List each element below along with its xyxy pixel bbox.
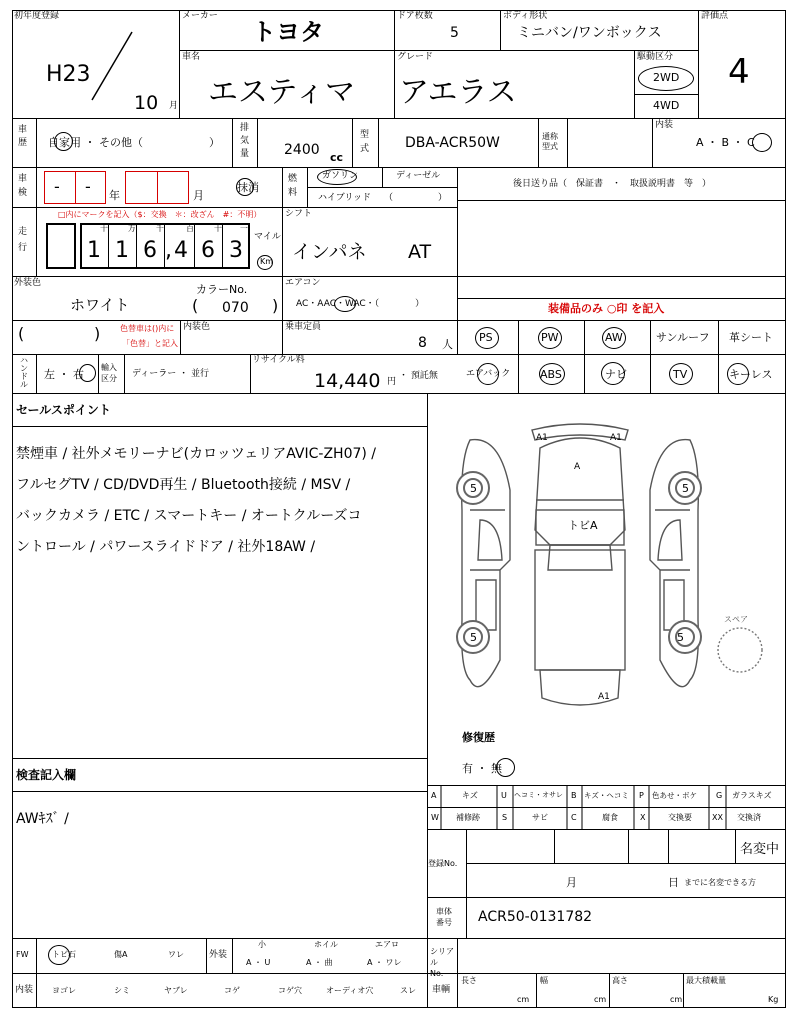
fuel-hybrid: ハイブリッド	[318, 193, 372, 203]
mileage-label: 走 行	[18, 227, 28, 253]
ware-label: ワレ	[168, 950, 184, 959]
tobi-label: トビ石	[52, 950, 76, 959]
car-name-value: エスティマ	[208, 75, 355, 110]
import-value: ディーラー ・ 並行	[132, 369, 210, 379]
shift-label: シフト	[285, 209, 313, 219]
displacement-label: 排 気 量	[240, 123, 250, 159]
gasoline-circle	[317, 169, 357, 185]
later-docs-label: 後日送り品（ 保証書 ・ 取扱説明書 等 ）	[513, 179, 712, 189]
color-no-value: 070	[222, 300, 249, 316]
legend-code-b: B	[571, 791, 577, 800]
unit-man: 万	[128, 224, 136, 233]
kizu-label: 傷A	[114, 950, 128, 959]
repair-label: 修復歴	[462, 731, 495, 744]
car-damage-diagram	[440, 400, 780, 720]
navi-circle	[601, 362, 625, 385]
wheel-label: ホイル	[314, 940, 338, 949]
length-unit: cm	[517, 995, 530, 1004]
score-value: 4	[728, 52, 750, 92]
reg-no-label: 登録No.	[428, 859, 458, 868]
equip-ps[interactable]: PS	[479, 331, 493, 344]
equip-airbag[interactable]: エアバック	[466, 369, 511, 379]
tv-circle	[669, 363, 693, 385]
tire-fr: 5	[682, 482, 689, 495]
mark-a1-left: A1	[536, 433, 548, 443]
registration-year: H23	[46, 62, 91, 87]
displacement-value: 2400	[284, 142, 320, 158]
color-change-note-2: 「色替」と記入	[122, 339, 178, 348]
naiso-yogore: ヨゴレ	[52, 986, 76, 995]
mileage-mile: マイル	[254, 232, 281, 242]
inspection-dash-1: -	[54, 177, 60, 196]
tobi-circle	[48, 945, 70, 965]
repair-value: 有 ・ 無	[462, 762, 502, 775]
reg-day: 日	[668, 876, 679, 889]
grade-value: アエラス	[399, 75, 517, 110]
legend-label-b: キズ・ヘコミ	[584, 791, 629, 800]
digit-6: 3	[229, 238, 243, 263]
digit-5: 6	[201, 238, 215, 263]
legend-label-w: 補修跡	[456, 813, 480, 822]
interior-value: A ・ B ・ C	[696, 136, 755, 149]
mark-roof: トビA	[568, 519, 598, 532]
paren-left: (	[18, 324, 25, 343]
unit-juu: 十	[214, 224, 222, 233]
registration-month-unit: 月	[169, 101, 179, 111]
interior-label: 内装	[655, 120, 674, 130]
width-unit: cm	[594, 995, 607, 1004]
model-label: 型 式	[360, 130, 370, 154]
naiso-shimi: シミ	[114, 986, 130, 995]
naiso-label: 内装	[15, 985, 34, 995]
doors-value: 5	[450, 25, 459, 41]
equip-sunroof[interactable]: サンルーフ	[656, 331, 710, 344]
legend-label-p: 色あせ・ボケ	[652, 791, 697, 800]
drive-2wd: 2WD	[653, 71, 680, 84]
handle-label: ハ ン ド ル	[20, 356, 28, 389]
capacity-value: 8	[418, 335, 427, 351]
mileage-note: □内にマークを記入（$：交換 ＊：改ざん #：不明）	[58, 210, 262, 219]
color-no-paren-r: )	[272, 296, 279, 315]
legend-code-s: S	[502, 813, 508, 822]
drive-label: 駆動区分	[637, 52, 674, 62]
chassis-value: ACR50-0131782	[478, 909, 593, 925]
mileage-comma: ,	[165, 238, 172, 263]
equipment-label: 装備品のみ ○印 を記入	[548, 302, 665, 315]
aircon-value: AC・AAC・WAC・（ ）	[296, 299, 425, 309]
unit-sen: 千	[156, 224, 164, 233]
shift-value: インパネ	[292, 241, 367, 263]
exterior-color-label: 外装色	[14, 278, 42, 288]
legend-label-u: ヘコミ・オサレ	[514, 791, 563, 799]
legend-label-x: 交換要	[668, 813, 692, 822]
unit-10man: 十	[100, 224, 108, 233]
equip-abs[interactable]: ABS	[540, 368, 562, 381]
recycle-deposit: ・ 預託無	[399, 371, 438, 381]
expired-circle	[236, 178, 254, 196]
inspection-dash-2: -	[85, 177, 91, 196]
tire-rr: 5	[677, 631, 684, 644]
digit-3: 6	[143, 238, 157, 263]
sales-line-4: ントロール / パワースライドドア / 社外18AW /	[16, 539, 316, 555]
legend-label-a: キズ	[462, 791, 478, 800]
legend-code-g: G	[716, 791, 723, 800]
mark-a-hood: A	[574, 462, 581, 472]
legend-label-s: サビ	[532, 813, 548, 822]
legend-code-xx: XX	[712, 813, 723, 822]
inspection-year-unit: 年	[109, 189, 120, 202]
fuel-label: 燃 料	[288, 174, 298, 198]
width-label: 幅	[540, 976, 548, 985]
km-circle	[257, 255, 273, 270]
inspection-expired: 抹消	[237, 181, 259, 194]
unit-ichi: 一	[240, 224, 248, 233]
paren-right: )	[94, 324, 101, 343]
repair-circle	[496, 758, 515, 777]
digit-2: 1	[115, 238, 129, 263]
mark-a1-rear: A1	[598, 692, 610, 702]
mileage-mark-box	[46, 223, 76, 269]
registration-label: 初年度登録	[14, 11, 60, 21]
sales-line-1: 禁煙車 / 社外メモリーナビ(カロッツェリアAVIC-ZH07) /	[16, 446, 377, 462]
legend-code-x: X	[640, 813, 646, 822]
legend-label-g: ガラスキズ	[732, 791, 772, 800]
legend-code-u: U	[501, 791, 507, 800]
spare-label: スペア	[724, 615, 748, 624]
registration-month: 10	[134, 92, 159, 114]
registration-slash	[90, 30, 134, 102]
history-circle	[54, 132, 73, 151]
sales-points-label: セールスポイント	[16, 403, 111, 417]
displacement-unit: cc	[330, 151, 344, 164]
dims-label: 車輌	[432, 985, 451, 995]
aircon-circle	[334, 296, 356, 312]
equip-navi[interactable]: ナビ	[605, 368, 627, 381]
equip-aw[interactable]: AW	[605, 331, 623, 344]
model-value: DBA-ACR50W	[405, 135, 500, 151]
inspection-label: 車 検	[18, 174, 28, 198]
chassis-label: 車体 番号	[436, 907, 452, 927]
gaiso-label: 外装	[209, 950, 228, 960]
length-label: 長さ	[461, 976, 477, 985]
fw-label: FW	[16, 950, 29, 959]
color-no-label: カラーNo.	[196, 283, 248, 296]
common-model-label: 通称 型式	[542, 132, 558, 151]
legend-code-w: W	[431, 813, 439, 822]
history-value: 自家用 ・ その他（ ）	[48, 136, 220, 149]
reg-month: 月	[566, 876, 577, 889]
fuel-diesel: ディーゼル	[396, 171, 441, 181]
exterior-color-value: ホワイト	[70, 296, 130, 314]
legend-code-p: P	[639, 791, 644, 800]
digit-4: 4	[174, 238, 188, 263]
recycle-label: リサイクル料	[252, 355, 305, 365]
color-no-paren-l: (	[192, 296, 199, 315]
naiso-sure: スレ	[400, 986, 416, 995]
height-unit: cm	[670, 995, 683, 1004]
import-label: 輸入 区分	[101, 363, 117, 383]
handle-circle	[79, 364, 96, 382]
keyless-circle	[727, 363, 749, 385]
color-change-note-1: 色替車は()内に	[120, 324, 175, 333]
weight-unit: Kg	[768, 995, 779, 1004]
legend-code-a: A	[431, 791, 437, 800]
sales-line-3: バックカメラ / ETC / スマートキー / オートクルーズコ	[16, 508, 362, 524]
naiso-audio: オーディオ穴	[326, 986, 374, 995]
legend-code-c: C	[571, 813, 577, 822]
wheel-value: A ・ 曲	[306, 958, 333, 967]
history-label: 車 歴	[18, 125, 28, 148]
doors-label: ドア枚数	[397, 11, 433, 21]
abs-circle	[539, 363, 565, 385]
capacity-label: 乗車定員	[285, 322, 322, 332]
sho-label: 小	[258, 940, 266, 949]
naiso-kogeana: コゲ穴	[278, 986, 302, 995]
serial-label: シリアル No.	[430, 947, 454, 978]
car-name-label: 車名	[182, 52, 201, 62]
score-label: 評価点	[701, 11, 729, 21]
equip-tv[interactable]: TV	[673, 368, 688, 381]
body-type-value: ミニバン/ワンボックス	[517, 25, 662, 41]
tire-rl: 5	[470, 631, 477, 644]
reg-change: 名変中	[740, 842, 780, 857]
airbag-circle	[477, 363, 499, 385]
aw-circle	[602, 327, 626, 349]
naiso-koge: コゲ	[224, 986, 240, 995]
handle-value: 左 ・ 右	[44, 368, 84, 381]
aero-value: A ・ ワレ	[367, 958, 402, 967]
mileage-km: Km	[260, 257, 274, 266]
inspection-month-unit: 月	[193, 189, 204, 202]
tire-fl: 5	[470, 482, 477, 495]
grade-label: グレード	[397, 52, 434, 62]
inspector-label: 検査記入欄	[16, 768, 77, 782]
body-type-label: ボディ形状	[503, 11, 548, 21]
sho-value: A ・ U	[246, 958, 271, 967]
equip-leather[interactable]: 革シート	[729, 331, 773, 344]
interior-circle	[752, 133, 772, 152]
maker-value: トヨタ	[252, 18, 324, 46]
aircon-label: エアコン	[285, 278, 321, 288]
weight-label: 最大積載量	[686, 976, 726, 985]
recycle-unit: 円	[387, 377, 397, 387]
height-label: 高さ	[612, 976, 628, 985]
equip-pw[interactable]: PW	[541, 331, 559, 344]
capacity-unit: 人	[442, 338, 453, 351]
ps-circle	[475, 327, 499, 349]
inspector-value: AWｷｽﾞ /	[16, 811, 69, 827]
aero-label: エアロ	[375, 940, 399, 949]
digit-1: 1	[87, 238, 101, 263]
pw-circle	[538, 327, 562, 349]
naiso-yabure: ヤブレ	[164, 986, 188, 995]
fuel-other: （ ）	[384, 193, 448, 203]
reg-deadline: までに名変できる方	[684, 878, 756, 887]
legend-label-c: 腐食	[602, 813, 618, 822]
mark-a1-right: A1	[610, 433, 622, 443]
shift-type: AT	[408, 241, 432, 263]
fuel-gasoline: ガソリン	[322, 171, 359, 181]
unit-hyaku: 百	[186, 224, 194, 233]
drive-4wd: 4WD	[653, 99, 680, 112]
legend-label-xx: 交換済	[737, 813, 761, 822]
interior-color-label: 内装色	[183, 322, 211, 332]
recycle-value: 14,440	[314, 370, 381, 392]
sales-line-2: フルセグTV / CD/DVD再生 / Bluetooth接続 / MSV /	[16, 477, 351, 493]
equip-keyless[interactable]: キーレス	[729, 368, 773, 381]
maker-label: メーカー	[182, 11, 218, 21]
